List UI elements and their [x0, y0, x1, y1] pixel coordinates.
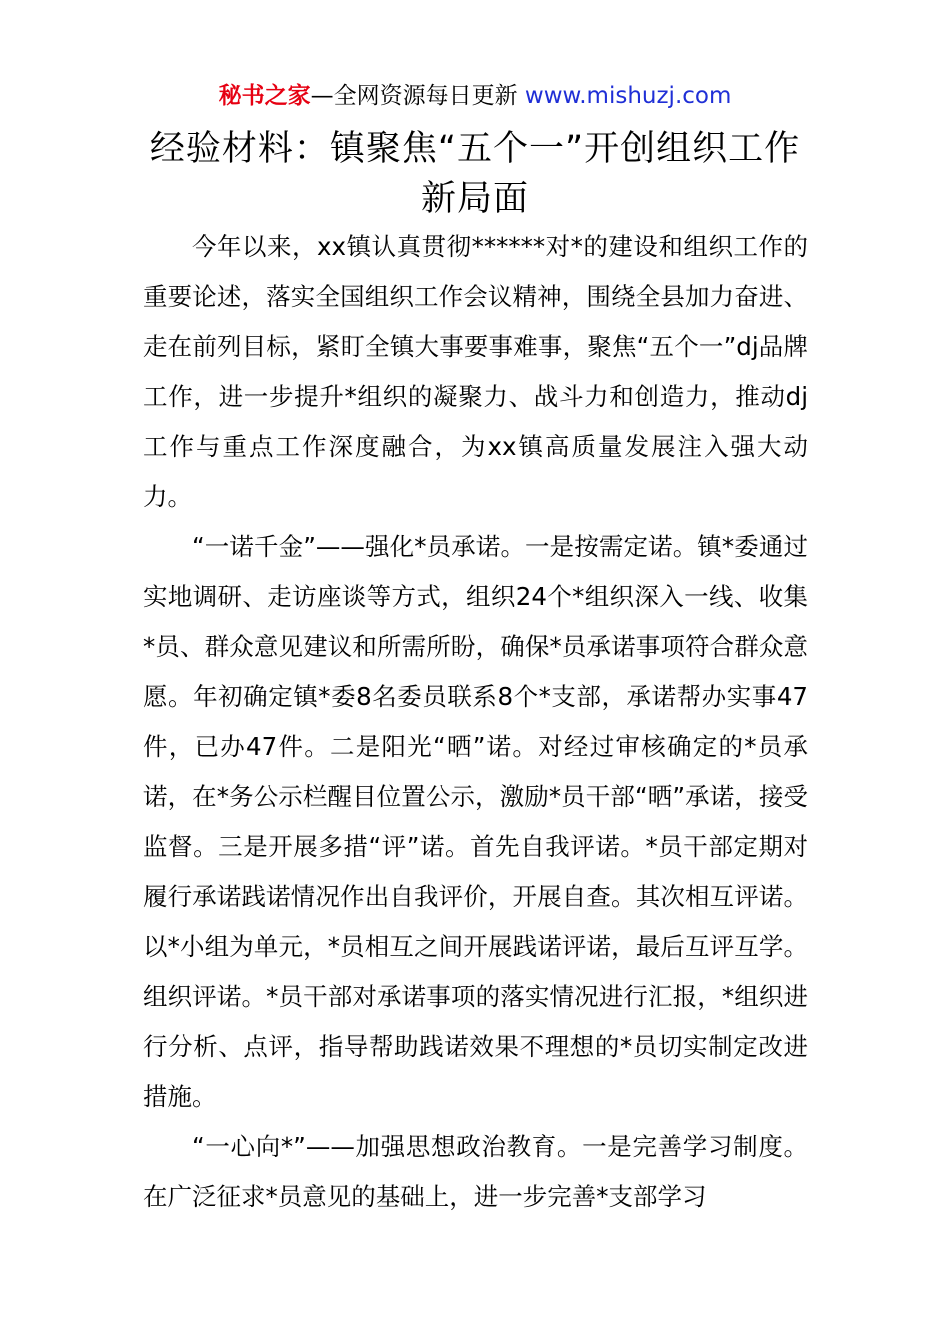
site-brand: 秘书之家 — [218, 83, 311, 109]
site-tagline: —全网资源每日更新 — [310, 83, 518, 109]
document-title: 经验材料：镇聚焦“五个一”开创组织工作新局面 — [149, 129, 801, 219]
paragraph-intro: 今年以来，xx镇认真贯彻******对*的建设和组织工作的重要论述，落实全国组织工作会议精神，围绕全县加力奋进、走在前列目标，紧盯全镇大事要事难事，聚焦“五个一”dj品牌工作，进一步提升*组织的凝聚力、战斗力和创造力，推动dj工作与重点工作深度融合，为xx镇高质量发展注入强大动力。 — [143, 232, 808, 511]
paragraph-education: “一心向*”——加强思想政治教育。一是完善学习制度。在广泛征求*员意见的基础上，进一步完善*支部学习 — [143, 1132, 808, 1211]
site-url-link[interactable]: www.mishuzj.com — [524, 83, 732, 109]
document-body — [143, 222, 808, 1222]
site-header — [0, 78, 950, 114]
paragraph-promise: “一诺千金”——强化*员承诺。一是按需定诺。镇*委通过实地调研、走访座谈等方式，组织24个*组织深入一线、收集*员、群众意见建议和所需所盼，确保*员承诺事项符合群众意愿。年初确定镇*委8名委员联系8个*支部，承诺帮办实事47件，已办47件。二是阳光“晒”诺。对经过审核确定的*员承诺，在*务公示栏醒目位置公示，激励*员干部“晒”承诺，接受监督。三是开展多措“评”诺。首先自我评诺。*员干部定期对履行承诺践诺情况作出自我评价，开展自查。其次相互评诺。以*小组为单元，*员相互之间开展践诺评诺，最后互评互学。组织评诺。*员干部对承诺事项的落实情况进行汇报，*组织进行分析、点评，指导帮助践诺效果不理想的*员切实制定改进措施。 — [143, 532, 808, 1111]
